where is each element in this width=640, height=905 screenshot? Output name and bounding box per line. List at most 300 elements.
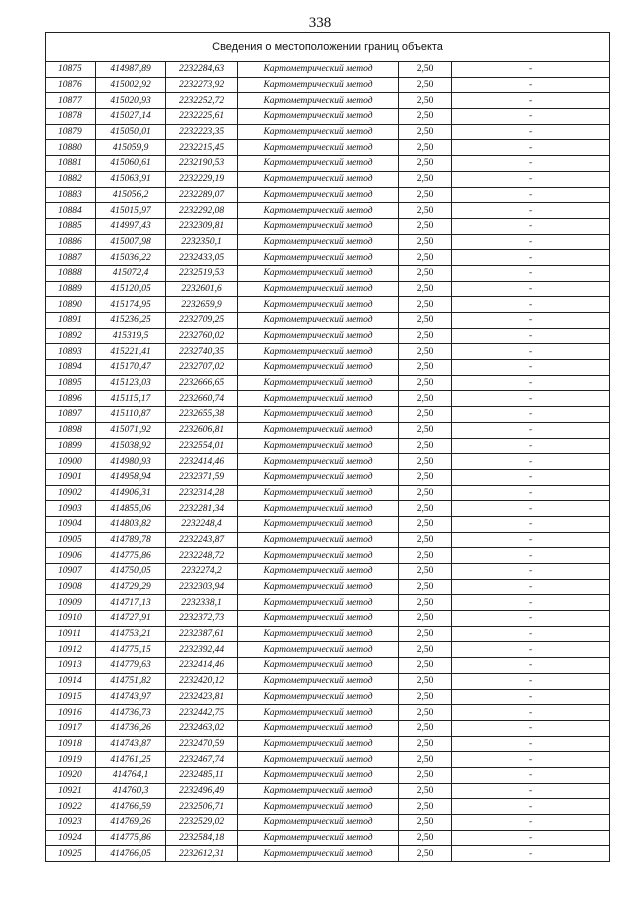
method-cell: Картометрический метод xyxy=(238,799,399,815)
method-cell: Картометрический метод xyxy=(238,438,399,454)
point-number-cell: 10919 xyxy=(46,752,96,768)
method-cell: Картометрический метод xyxy=(238,313,399,329)
description-cell: - xyxy=(452,454,610,470)
coord-y-cell: 2232740,35 xyxy=(166,344,238,360)
accuracy-cell: 2,50 xyxy=(399,109,452,125)
coord-x-cell: 414855,06 xyxy=(96,501,166,517)
point-number-cell: 10922 xyxy=(46,799,96,815)
point-number-cell: 10890 xyxy=(46,297,96,313)
coord-x-cell: 414980,93 xyxy=(96,454,166,470)
method-cell: Картометрический метод xyxy=(238,720,399,736)
coord-x-cell: 415236,25 xyxy=(96,313,166,329)
accuracy-cell: 2,50 xyxy=(399,611,452,627)
coord-y-cell: 2232392,44 xyxy=(166,642,238,658)
description-cell: - xyxy=(452,611,610,627)
coord-x-cell: 414764,1 xyxy=(96,767,166,783)
table-row xyxy=(46,375,610,391)
accuracy-cell: 2,50 xyxy=(399,218,452,234)
description-cell: - xyxy=(452,77,610,93)
table-row xyxy=(46,579,610,595)
table-row xyxy=(46,313,610,329)
method-cell: Картометрический метод xyxy=(238,140,399,156)
coord-x-cell: 415050,01 xyxy=(96,124,166,140)
coord-x-cell: 415123,03 xyxy=(96,375,166,391)
method-cell: Картометрический метод xyxy=(238,281,399,297)
coord-x-cell: 415110,87 xyxy=(96,407,166,423)
table-row xyxy=(46,564,610,580)
accuracy-cell: 2,50 xyxy=(399,830,452,846)
accuracy-cell: 2,50 xyxy=(399,187,452,203)
point-number-cell: 10925 xyxy=(46,846,96,862)
point-number-cell: 10881 xyxy=(46,156,96,172)
description-cell: - xyxy=(452,265,610,281)
point-number-cell: 10909 xyxy=(46,595,96,611)
accuracy-cell: 2,50 xyxy=(399,391,452,407)
method-cell: Картометрический метод xyxy=(238,360,399,376)
point-number-cell: 10915 xyxy=(46,689,96,705)
accuracy-cell: 2,50 xyxy=(399,642,452,658)
table-row xyxy=(46,846,610,862)
description-cell: - xyxy=(452,783,610,799)
coord-x-cell: 414775,86 xyxy=(96,548,166,564)
description-cell: - xyxy=(452,375,610,391)
coord-y-cell: 2232470,59 xyxy=(166,736,238,752)
table-row xyxy=(46,501,610,517)
point-number-cell: 10916 xyxy=(46,705,96,721)
table-row xyxy=(46,689,610,705)
table-row xyxy=(46,767,610,783)
description-cell: - xyxy=(452,595,610,611)
method-cell: Картометрический метод xyxy=(238,516,399,532)
coord-x-cell: 414769,26 xyxy=(96,815,166,831)
table-row xyxy=(46,548,610,564)
accuracy-cell: 2,50 xyxy=(399,171,452,187)
point-number-cell: 10917 xyxy=(46,720,96,736)
description-cell: - xyxy=(452,281,610,297)
method-cell: Картометрический метод xyxy=(238,234,399,250)
method-cell: Картометрический метод xyxy=(238,250,399,266)
description-cell: - xyxy=(452,187,610,203)
coord-y-cell: 2232485,11 xyxy=(166,767,238,783)
description-cell: - xyxy=(452,579,610,595)
coord-x-cell: 414750,05 xyxy=(96,564,166,580)
accuracy-cell: 2,50 xyxy=(399,564,452,580)
method-cell: Картометрический метод xyxy=(238,705,399,721)
coord-y-cell: 2232414,46 xyxy=(166,658,238,674)
accuracy-cell: 2,50 xyxy=(399,705,452,721)
description-cell: - xyxy=(452,815,610,831)
accuracy-cell: 2,50 xyxy=(399,156,452,172)
table-row xyxy=(46,705,610,721)
accuracy-cell: 2,50 xyxy=(399,548,452,564)
description-cell: - xyxy=(452,532,610,548)
table-row xyxy=(46,391,610,407)
description-cell: - xyxy=(452,109,610,125)
description-cell: - xyxy=(452,485,610,501)
coord-y-cell: 2232387,61 xyxy=(166,626,238,642)
coord-y-cell: 2232423,81 xyxy=(166,689,238,705)
point-number-cell: 10892 xyxy=(46,328,96,344)
coord-x-cell: 415038,92 xyxy=(96,438,166,454)
coord-y-cell: 2232309,81 xyxy=(166,218,238,234)
table-row xyxy=(46,454,610,470)
table-row xyxy=(46,124,610,140)
point-number-cell: 10887 xyxy=(46,250,96,266)
accuracy-cell: 2,50 xyxy=(399,783,452,799)
table-title: Сведения о местоположении границ объекта xyxy=(46,33,610,62)
accuracy-cell: 2,50 xyxy=(399,281,452,297)
coord-x-cell: 415056,2 xyxy=(96,187,166,203)
point-number-cell: 10920 xyxy=(46,767,96,783)
coord-x-cell: 415120,05 xyxy=(96,281,166,297)
coord-y-cell: 2232666,65 xyxy=(166,375,238,391)
coord-x-cell: 415059,9 xyxy=(96,140,166,156)
accuracy-cell: 2,50 xyxy=(399,438,452,454)
table-row xyxy=(46,344,610,360)
coord-y-cell: 2232274,2 xyxy=(166,564,238,580)
description-cell: - xyxy=(452,218,610,234)
method-cell: Картометрический метод xyxy=(238,344,399,360)
coord-y-cell: 2232659,9 xyxy=(166,297,238,313)
method-cell: Картометрический метод xyxy=(238,642,399,658)
point-number-cell: 10901 xyxy=(46,469,96,485)
description-cell: - xyxy=(452,501,610,517)
coord-x-cell: 415015,97 xyxy=(96,203,166,219)
table-row xyxy=(46,720,610,736)
coord-y-cell: 2232442,75 xyxy=(166,705,238,721)
coord-x-cell: 414760,3 xyxy=(96,783,166,799)
accuracy-cell: 2,50 xyxy=(399,626,452,642)
method-cell: Картометрический метод xyxy=(238,736,399,752)
point-number-cell: 10886 xyxy=(46,234,96,250)
point-number-cell: 10924 xyxy=(46,830,96,846)
method-cell: Картометрический метод xyxy=(238,109,399,125)
accuracy-cell: 2,50 xyxy=(399,203,452,219)
method-cell: Картометрический метод xyxy=(238,328,399,344)
coord-x-cell: 415027,14 xyxy=(96,109,166,125)
description-cell: - xyxy=(452,830,610,846)
accuracy-cell: 2,50 xyxy=(399,658,452,674)
coord-x-cell: 414958,94 xyxy=(96,469,166,485)
method-cell: Картометрический метод xyxy=(238,265,399,281)
coord-y-cell: 2232303,94 xyxy=(166,579,238,595)
coord-x-cell: 414766,59 xyxy=(96,799,166,815)
coord-x-cell: 415221,41 xyxy=(96,344,166,360)
method-cell: Картометрический метод xyxy=(238,391,399,407)
description-cell: - xyxy=(452,658,610,674)
method-cell: Картометрический метод xyxy=(238,218,399,234)
description-cell: - xyxy=(452,846,610,862)
coord-y-cell: 2232414,46 xyxy=(166,454,238,470)
method-cell: Картометрический метод xyxy=(238,579,399,595)
table-row xyxy=(46,469,610,485)
description-cell: - xyxy=(452,407,610,423)
point-number-cell: 10882 xyxy=(46,171,96,187)
point-number-cell: 10878 xyxy=(46,109,96,125)
point-number-cell: 10905 xyxy=(46,532,96,548)
coord-x-cell: 415115,17 xyxy=(96,391,166,407)
accuracy-cell: 2,50 xyxy=(399,689,452,705)
coord-y-cell: 2232519,53 xyxy=(166,265,238,281)
coord-y-cell: 2232371,59 xyxy=(166,469,238,485)
table-row xyxy=(46,250,610,266)
table-row xyxy=(46,642,610,658)
accuracy-cell: 2,50 xyxy=(399,93,452,109)
description-cell: - xyxy=(452,313,610,329)
coord-x-cell: 414751,82 xyxy=(96,673,166,689)
description-cell: - xyxy=(452,391,610,407)
coord-y-cell: 2232660,74 xyxy=(166,391,238,407)
method-cell: Картометрический метод xyxy=(238,815,399,831)
table-row xyxy=(46,422,610,438)
coord-y-cell: 2232314,28 xyxy=(166,485,238,501)
accuracy-cell: 2,50 xyxy=(399,297,452,313)
point-number-cell: 10891 xyxy=(46,313,96,329)
coord-y-cell: 2232529,02 xyxy=(166,815,238,831)
coord-y-cell: 2232281,34 xyxy=(166,501,238,517)
table-row xyxy=(46,203,610,219)
method-cell: Картометрический метод xyxy=(238,767,399,783)
point-number-cell: 10885 xyxy=(46,218,96,234)
coord-x-cell: 414753,21 xyxy=(96,626,166,642)
coord-x-cell: 415036,22 xyxy=(96,250,166,266)
coord-y-cell: 2232229,19 xyxy=(166,171,238,187)
point-number-cell: 10923 xyxy=(46,815,96,831)
point-number-cell: 10889 xyxy=(46,281,96,297)
table-row xyxy=(46,109,610,125)
table-row xyxy=(46,156,610,172)
accuracy-cell: 2,50 xyxy=(399,815,452,831)
accuracy-cell: 2,50 xyxy=(399,846,452,862)
accuracy-cell: 2,50 xyxy=(399,485,452,501)
table-row xyxy=(46,93,610,109)
boundary-table xyxy=(45,32,610,862)
table-row xyxy=(46,265,610,281)
coord-x-cell: 414743,97 xyxy=(96,689,166,705)
point-number-cell: 10898 xyxy=(46,422,96,438)
coord-y-cell: 2232655,38 xyxy=(166,407,238,423)
coord-y-cell: 2232612,31 xyxy=(166,846,238,862)
method-cell: Картометрический метод xyxy=(238,375,399,391)
coord-y-cell: 2232709,25 xyxy=(166,313,238,329)
point-number-cell: 10879 xyxy=(46,124,96,140)
coord-y-cell: 2232338,1 xyxy=(166,595,238,611)
table-row xyxy=(46,673,610,689)
table-row xyxy=(46,611,610,627)
table-row xyxy=(46,799,610,815)
point-number-cell: 10893 xyxy=(46,344,96,360)
method-cell: Картометрический метод xyxy=(238,564,399,580)
point-number-cell: 10914 xyxy=(46,673,96,689)
coord-x-cell: 414803,82 xyxy=(96,516,166,532)
point-number-cell: 10918 xyxy=(46,736,96,752)
accuracy-cell: 2,50 xyxy=(399,407,452,423)
method-cell: Картометрический метод xyxy=(238,407,399,423)
method-cell: Картометрический метод xyxy=(238,673,399,689)
table-row xyxy=(46,595,610,611)
table-row xyxy=(46,485,610,501)
description-cell: - xyxy=(452,626,610,642)
accuracy-cell: 2,50 xyxy=(399,469,452,485)
point-number-cell: 10895 xyxy=(46,375,96,391)
point-number-cell: 10899 xyxy=(46,438,96,454)
method-cell: Картометрический метод xyxy=(238,548,399,564)
point-number-cell: 10894 xyxy=(46,360,96,376)
coord-x-cell: 414997,43 xyxy=(96,218,166,234)
description-cell: - xyxy=(452,344,610,360)
point-number-cell: 10903 xyxy=(46,501,96,517)
table-row xyxy=(46,328,610,344)
table-row xyxy=(46,77,610,93)
method-cell: Картометрический метод xyxy=(238,830,399,846)
accuracy-cell: 2,50 xyxy=(399,313,452,329)
point-number-cell: 10875 xyxy=(46,62,96,78)
coord-y-cell: 2232289,07 xyxy=(166,187,238,203)
coord-y-cell: 2232760,02 xyxy=(166,328,238,344)
coord-y-cell: 2232225,61 xyxy=(166,109,238,125)
point-number-cell: 10911 xyxy=(46,626,96,642)
accuracy-cell: 2,50 xyxy=(399,140,452,156)
coord-y-cell: 2232506,71 xyxy=(166,799,238,815)
coord-x-cell: 415007,98 xyxy=(96,234,166,250)
coord-x-cell: 415020,93 xyxy=(96,93,166,109)
description-cell: - xyxy=(452,705,610,721)
table-row xyxy=(46,752,610,768)
table-row xyxy=(46,281,610,297)
coord-x-cell: 415071,92 xyxy=(96,422,166,438)
method-cell: Картометрический метод xyxy=(238,422,399,438)
coord-y-cell: 2232252,72 xyxy=(166,93,238,109)
accuracy-cell: 2,50 xyxy=(399,422,452,438)
point-number-cell: 10877 xyxy=(46,93,96,109)
coord-y-cell: 2232243,87 xyxy=(166,532,238,548)
description-cell: - xyxy=(452,297,610,313)
description-cell: - xyxy=(452,469,610,485)
coord-y-cell: 2232584,18 xyxy=(166,830,238,846)
method-cell: Картометрический метод xyxy=(238,485,399,501)
method-cell: Картометрический метод xyxy=(238,156,399,172)
table-row xyxy=(46,360,610,376)
method-cell: Картометрический метод xyxy=(238,532,399,548)
coord-y-cell: 2232273,92 xyxy=(166,77,238,93)
table-row xyxy=(46,62,610,78)
table-row xyxy=(46,626,610,642)
coord-x-cell: 414766,05 xyxy=(96,846,166,862)
table-row xyxy=(46,187,610,203)
coord-x-cell: 414736,26 xyxy=(96,720,166,736)
accuracy-cell: 2,50 xyxy=(399,360,452,376)
method-cell: Картометрический метод xyxy=(238,297,399,313)
description-cell: - xyxy=(452,673,610,689)
coord-x-cell: 414987,89 xyxy=(96,62,166,78)
table-title-row xyxy=(46,33,610,62)
description-cell: - xyxy=(452,564,610,580)
method-cell: Картометрический метод xyxy=(238,62,399,78)
accuracy-cell: 2,50 xyxy=(399,77,452,93)
point-number-cell: 10883 xyxy=(46,187,96,203)
description-cell: - xyxy=(452,689,610,705)
description-cell: - xyxy=(452,328,610,344)
table-row xyxy=(46,438,610,454)
accuracy-cell: 2,50 xyxy=(399,250,452,266)
coord-y-cell: 2232433,05 xyxy=(166,250,238,266)
table-row xyxy=(46,171,610,187)
point-number-cell: 10876 xyxy=(46,77,96,93)
accuracy-cell: 2,50 xyxy=(399,579,452,595)
coord-y-cell: 2232707,02 xyxy=(166,360,238,376)
point-number-cell: 10910 xyxy=(46,611,96,627)
point-number-cell: 10906 xyxy=(46,548,96,564)
coord-y-cell: 2232463,02 xyxy=(166,720,238,736)
table-row xyxy=(46,516,610,532)
method-cell: Картометрический метод xyxy=(238,187,399,203)
description-cell: - xyxy=(452,736,610,752)
description-cell: - xyxy=(452,799,610,815)
description-cell: - xyxy=(452,767,610,783)
table-row xyxy=(46,234,610,250)
coord-y-cell: 2232467,74 xyxy=(166,752,238,768)
method-cell: Картометрический метод xyxy=(238,611,399,627)
description-cell: - xyxy=(452,438,610,454)
coord-x-cell: 414789,78 xyxy=(96,532,166,548)
coord-y-cell: 2232350,1 xyxy=(166,234,238,250)
accuracy-cell: 2,50 xyxy=(399,736,452,752)
point-number-cell: 10900 xyxy=(46,454,96,470)
coord-y-cell: 2232223,35 xyxy=(166,124,238,140)
description-cell: - xyxy=(452,140,610,156)
coord-x-cell: 414736,73 xyxy=(96,705,166,721)
coord-x-cell: 415319,5 xyxy=(96,328,166,344)
table-row xyxy=(46,783,610,799)
coord-x-cell: 414717,13 xyxy=(96,595,166,611)
coord-x-cell: 415063,91 xyxy=(96,171,166,187)
point-number-cell: 10896 xyxy=(46,391,96,407)
point-number-cell: 10907 xyxy=(46,564,96,580)
description-cell: - xyxy=(452,156,610,172)
description-cell: - xyxy=(452,171,610,187)
table-row xyxy=(46,658,610,674)
coord-x-cell: 414743,87 xyxy=(96,736,166,752)
coord-x-cell: 415002,92 xyxy=(96,77,166,93)
point-number-cell: 10904 xyxy=(46,516,96,532)
coord-x-cell: 415170,47 xyxy=(96,360,166,376)
description-cell: - xyxy=(452,234,610,250)
accuracy-cell: 2,50 xyxy=(399,62,452,78)
coord-y-cell: 2232248,4 xyxy=(166,516,238,532)
point-number-cell: 10912 xyxy=(46,642,96,658)
description-cell: - xyxy=(452,642,610,658)
coord-x-cell: 414729,29 xyxy=(96,579,166,595)
accuracy-cell: 2,50 xyxy=(399,752,452,768)
accuracy-cell: 2,50 xyxy=(399,454,452,470)
description-cell: - xyxy=(452,752,610,768)
coord-x-cell: 414727,91 xyxy=(96,611,166,627)
point-number-cell: 10921 xyxy=(46,783,96,799)
description-cell: - xyxy=(452,250,610,266)
method-cell: Картометрический метод xyxy=(238,454,399,470)
coord-x-cell: 414761,25 xyxy=(96,752,166,768)
accuracy-cell: 2,50 xyxy=(399,375,452,391)
accuracy-cell: 2,50 xyxy=(399,328,452,344)
coord-y-cell: 2232606,81 xyxy=(166,422,238,438)
point-number-cell: 10884 xyxy=(46,203,96,219)
table-row xyxy=(46,815,610,831)
coord-y-cell: 2232215,45 xyxy=(166,140,238,156)
accuracy-cell: 2,50 xyxy=(399,124,452,140)
accuracy-cell: 2,50 xyxy=(399,767,452,783)
coord-y-cell: 2232190,53 xyxy=(166,156,238,172)
method-cell: Картометрический метод xyxy=(238,658,399,674)
